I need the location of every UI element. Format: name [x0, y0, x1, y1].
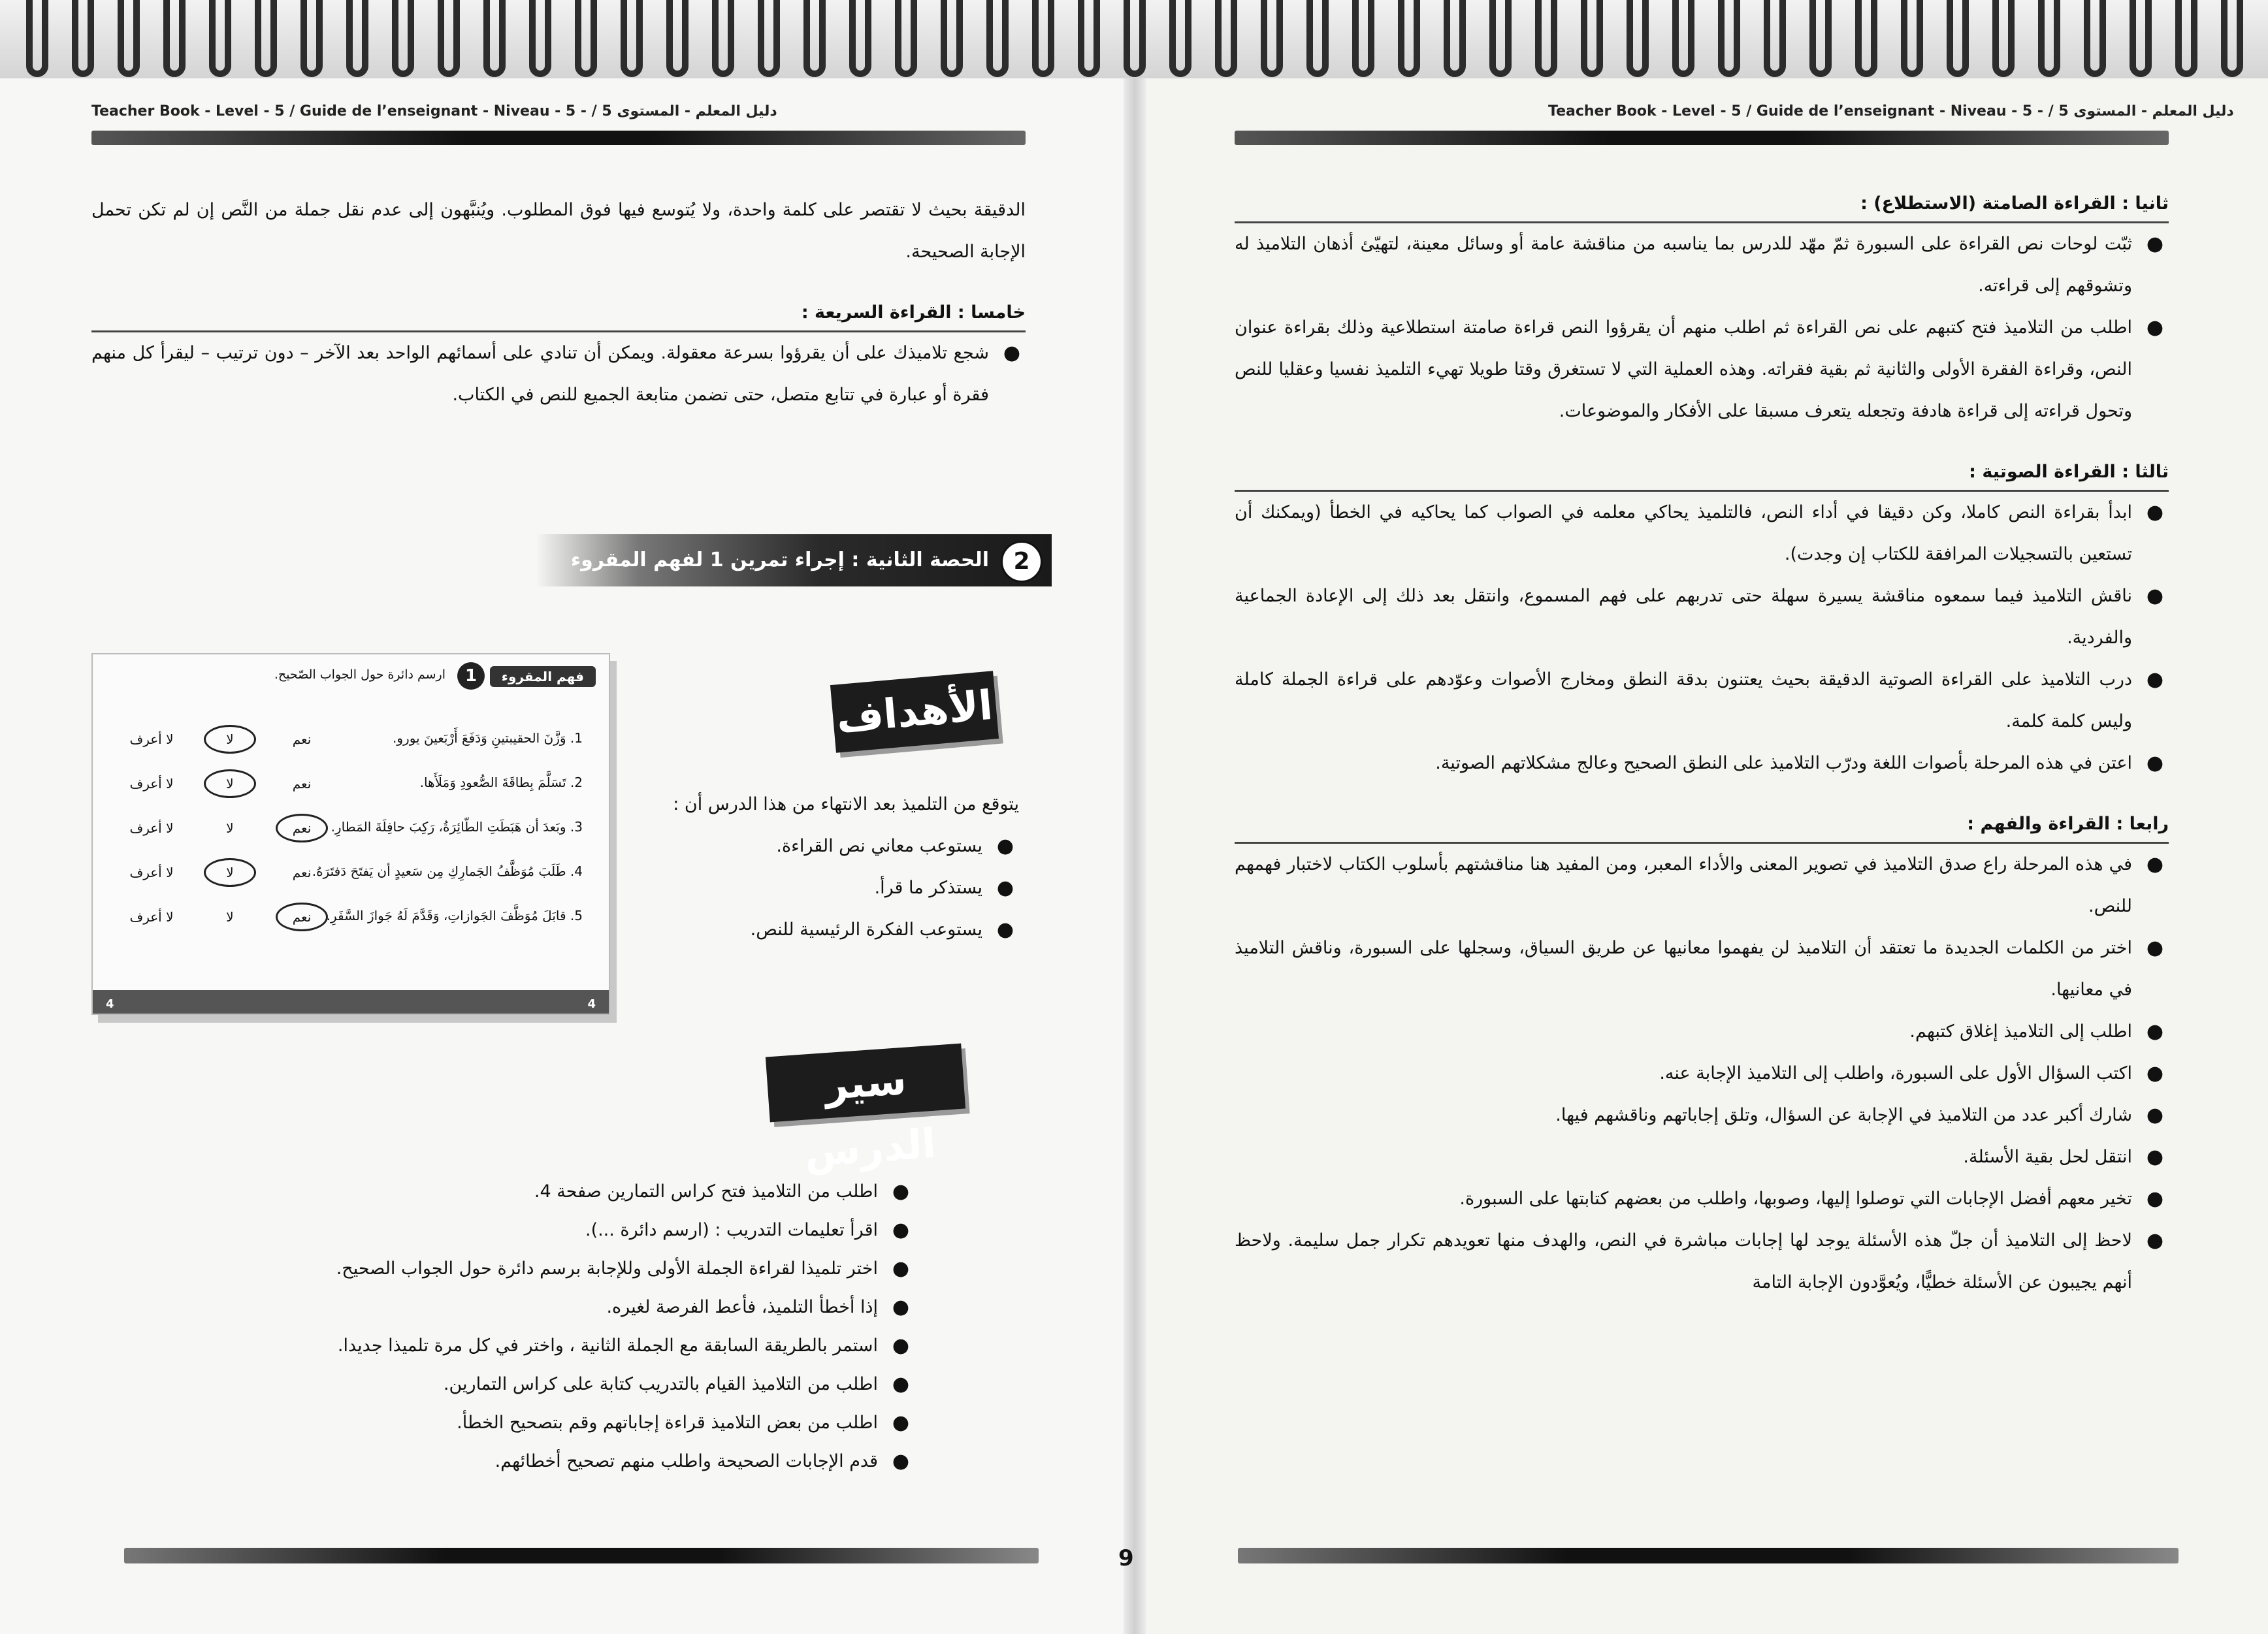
list-item: ● استمر بالطريقة السابقة مع الجملة الثانية ، واختر في كل مرة تلميذا جديدا.: [91, 1326, 915, 1365]
goals-sticker: الأهداف: [830, 671, 999, 752]
spiral-ring: [1947, 0, 1969, 77]
exercise-row: [112, 853, 583, 892]
spiral-ring: [1398, 0, 1420, 77]
answer-option-yes: نعم: [276, 903, 328, 931]
workbook-page-right: 4: [587, 997, 596, 1011]
workbook-page-thumbnail: [91, 653, 610, 1015]
exercise-sentence: 3. وبَعدَ أن هَبَطَتِ الطّائِرَةُ، رَكِبَ حافِلَةَ المَطارِ.: [331, 819, 583, 835]
workbook-page-left: 4: [106, 997, 114, 1011]
list-item: ● اطلب من التلاميذ فتح كراس التمارين صفحة 4.: [91, 1172, 915, 1211]
lesson-flow-sticker: سير الدرس: [766, 1044, 965, 1123]
spiral-ring: [2038, 0, 2060, 77]
spiral-ring: [1261, 0, 1283, 77]
list-item: ● يستوعب الفكرة الرئيسية للنص.: [621, 909, 1019, 951]
header-left: Teacher Book - Level - 5 / Guide de l’enseignant - Niveau - 5 - / دليل المعلم - المستوى 5: [91, 103, 777, 120]
spiral-ring: [1992, 0, 2015, 77]
spiral-ring: [1444, 0, 1466, 77]
list-item: ● اطلب من بعض التلاميذ قراءة إجاباتهم وقم بتصحيح الخطأ.: [91, 1403, 915, 1442]
spiral-ring: [163, 0, 186, 77]
section-heading-silent-reading: ثانيا : القراءة الصامتة (الاستطلاع) :: [1235, 186, 2169, 223]
list-item: ● ابدأ بقراءة النص كاملا، وكن دقيقا في أداء النص، فالتلميذ يحاكي معلمه في الصواب كما يحاكيه في الخطأ (ويمكنك أن تستعين بالتسجيلات المرافقة للكتاب إن وجدت).: [1235, 492, 2169, 575]
exercise-row: [112, 897, 583, 937]
list-item: ● انتقل لحل بقية الأسئلة.: [1235, 1136, 2169, 1178]
spiral-ring: [1627, 0, 1649, 77]
answer-option-no: لا: [204, 725, 256, 754]
spiral-ring: [2084, 0, 2106, 77]
spiral-ring: [2221, 0, 2243, 77]
list-item: ● تخير معهم أفضل الإجابات التي توصلوا إليها، وصوبها، واطلب من بعضهم كتابتها على السبورة.: [1235, 1178, 2169, 1220]
spiral-ring: [209, 0, 231, 77]
list-item: ● في هذه المرحلة راع صدق التلاميذ في تصوير المعنى والأداء المعبر، ومن المفيد هنا مناقشتهم بأسلوب الكتاب لاختبار فهمهم للنص.: [1235, 844, 2169, 927]
workbook-footer: [93, 990, 609, 1014]
list-item: ● لاحظ إلى التلاميذ أن جلّ هذه الأسئلة يوجد لها إجابات مباشرة في النص، والهدف منها تعويدهم تكرار جمل سليمة. ولاحظ أنهم يجيبون عن الأسئلة خطيًّا، ويُعوَّدون الإجابة التامة: [1235, 1220, 2169, 1304]
left-column-top: [91, 189, 1026, 416]
comprehension-list: [1235, 844, 2169, 1304]
answer-option-dk: لا أعرف: [129, 909, 174, 925]
list-item: ● اكتب السؤال الأول على السبورة، واطلب إلى التلاميذ الإجابة عنه.: [1235, 1053, 2169, 1095]
list-item: ● اطلب من التلاميذ القيام بالتدريب كتابة على كراس التمارين.: [91, 1365, 915, 1403]
header-rule-left: [91, 131, 1026, 145]
exercise-row: [112, 720, 583, 759]
list-item: ● اختر من الكلمات الجديدة ما تعتقد أن التلاميذ لن يفهموا معانيها عن طريق السياق، وسجلها على السبورة، وناقش التلاميذ في معانيها.: [1235, 927, 2169, 1011]
answer-option-yes: نعم: [292, 776, 312, 792]
exercise-sentence: 4. طَلَبَ مُوَظَّفُ الجَمارِكِ مِن سَعيدٍ أن يَفتَحَ دَفتَرَهُ.: [312, 863, 583, 879]
header-right: Teacher Book - Level - 5 / Guide de l’enseignant - Niveau - 5 - / دليل المعلم - المستوى 5: [1548, 103, 2234, 120]
spiral-ring: [1855, 0, 1877, 77]
continuation-paragraph: الدقيقة بحيث لا تقتصر على كلمة واحدة، ولا يُتوسع فيها فوق المطلوب. ويُنبَّهون إلى عدم نقل جملة من النَّص إن لم تكن تحمل الإجابة الصحيحة.: [91, 200, 1026, 262]
answer-option-no: لا: [226, 820, 234, 836]
list-item: ● شارك أكبر عدد من التلاميذ في الإجابة عن السؤال، وتلق إجاباتهم وناقشهم فيها.: [1235, 1095, 2169, 1136]
spiral-ring: [1306, 0, 1329, 77]
spiral-ring: [1489, 0, 1512, 77]
answer-option-yes: نعم: [292, 865, 312, 880]
spiral-ring: [1169, 0, 1191, 77]
spiral-ring: [1352, 0, 1374, 77]
silent-reading-list: [1235, 223, 2169, 432]
goals-list: [621, 825, 1019, 951]
spiral-ring: [575, 0, 597, 77]
workbook-tag: فهم المقروء: [490, 666, 596, 687]
spiral-ring: [1581, 0, 1603, 77]
exercise-sentence: 2. تَسَلَّمَ بِطاقَةَ الصُّعودِ وَمَلَأَها.: [419, 775, 583, 790]
spiral-ring: [1764, 0, 1786, 77]
spiral-ring: [1809, 0, 1832, 77]
exercise-sentence: 5. قابَلَ مُوَظَّفَ الجَوازاتِ، وَقَدَّمَ لَهُ جَوازَ السَّفَرِ.: [326, 908, 583, 923]
section-heading-speed-reading: خامسا : القراءة السريعة :: [91, 295, 1026, 332]
page-gutter: [1124, 78, 1146, 1634]
spiral-ring: [2175, 0, 2197, 77]
spiral-ring: [666, 0, 688, 77]
session-number: 2: [1001, 541, 1043, 583]
session-banner: [536, 534, 1052, 586]
spiral-ring: [941, 0, 963, 77]
session-title: الحصة الثانية : إجراء تمرين 1 لفهم المقروء: [570, 549, 989, 571]
spiral-ring: [255, 0, 277, 77]
exercise-row: [112, 764, 583, 803]
lesson-steps-column: [91, 1172, 915, 1481]
goals-column: [621, 784, 1019, 951]
spiral-ring: [438, 0, 460, 77]
speed-reading-list: [91, 332, 1026, 416]
list-item: ● اطلب من التلاميذ فتح كتبهم على نص القراءة ثم اطلب منهم أن يقرؤوا النص قراءة صامتة استطلاعية وذلك بقراءة عنوان النص، وقراءة الفقرة الأولى والثانية ثم بقية فقراته. وهذه العملية التي لا تستغرق وقتا طويلا تهيء التلميذ نفسيا وعقليا للنص وتحول قراءته إلى قراءة هادفة وتجعله يتعرف مسبقا على الأفكار والموضوعات.: [1235, 307, 2169, 432]
list-item: ● اطلب إلى التلاميذ إغلاق كتبهم.: [1235, 1011, 2169, 1053]
list-item: ● اعتن في هذه المرحلة بأصوات اللغة ودرّب التلاميذ على النطق الصحيح وعالج مشكلاتهم الصوتية.: [1235, 743, 2169, 784]
exercise-row: [112, 809, 583, 848]
spiral-ring: [803, 0, 826, 77]
spiral-ring: [300, 0, 323, 77]
spiral-ring: [986, 0, 1009, 77]
answer-option-dk: لا أعرف: [129, 776, 174, 792]
spiral-ring: [1535, 0, 1557, 77]
goals-intro: يتوقع من التلميذ بعد الانتهاء من هذا الدرس أن :: [673, 794, 1019, 814]
oral-reading-list: [1235, 492, 2169, 784]
list-item: ● اقرأ تعليمات التدريب : (ارسم دائرة ...).: [91, 1211, 915, 1249]
exercise-sentence: 1. وَزَّنَ الحقيبتينِ وَدَفَعَ أَرْبَعينَ يورو.: [393, 730, 583, 746]
list-item: ● يستذكر ما قرأ.: [621, 867, 1019, 909]
spiral-ring: [483, 0, 506, 77]
list-item: ● إذا أخطأ التلميذ، فأعط الفرصة لغيره.: [91, 1288, 915, 1326]
list-item: ● ناقش التلاميذ فيما سمعوه مناقشة يسيرة سهلة حتى تدربهم على فهم المسموع، وانتقل بعد ذلك إلى الإعادة الجماعية والفردية.: [1235, 575, 2169, 659]
section-heading-comprehension: رابعا : القراءة والفهم :: [1235, 807, 2169, 844]
list-item: ● قدم الإجابات الصحيحة واطلب منهم تصحيح أخطائهم.: [91, 1442, 915, 1481]
spiral-ring: [529, 0, 551, 77]
exercise-number: 1: [457, 662, 485, 690]
footer-rule-left: [124, 1548, 1039, 1563]
right-column: [1235, 186, 2169, 1304]
answer-option-dk: لا أعرف: [129, 820, 174, 836]
spiral-ring: [758, 0, 780, 77]
spiral-ring: [1672, 0, 1694, 77]
list-item: ● اختر تلميذا لقراءة الجملة الأولى وللإجابة برسم دائرة حول الجواب الصحيح.: [91, 1249, 915, 1288]
spiral-ring: [1215, 0, 1237, 77]
spiral-ring: [1124, 0, 1146, 77]
answer-option-dk: لا أعرف: [129, 865, 174, 880]
spiral-ring: [72, 0, 94, 77]
list-item: ● يستوعب معاني نص القراءة.: [621, 825, 1019, 867]
spiral-ring: [895, 0, 917, 77]
spiral-ring: [1078, 0, 1100, 77]
spiral-ring: [2130, 0, 2152, 77]
spiral-ring: [1901, 0, 1923, 77]
spiral-ring: [118, 0, 140, 77]
spiral-ring: [621, 0, 643, 77]
spiral-ring: [26, 0, 48, 77]
answer-option-no: لا: [226, 909, 234, 925]
list-item: ● شجع تلاميذك على أن يقرؤوا بسرعة معقولة. ويمكن أن تنادي على أسمائهم الواحد بعد الآخر – دون ترتيب – ليقرأ كل منهم فقرة أو عبارة في تتابع متصل، حتى تضمن متابعة الجميع للنص في الكتاب.: [91, 332, 1026, 416]
spiral-ring: [712, 0, 734, 77]
answer-option-dk: لا أعرف: [129, 731, 174, 747]
header-rule-right: [1235, 131, 2169, 145]
footer-rule-right: [1238, 1548, 2179, 1563]
list-item: ● درب التلاميذ على القراءة الصوتية الدقيقة بحيث يعتنون بدقة النطق ومخارج الأصوات وعوّدهم على قراءة الجملة كاملة وليس كلمة كلمة.: [1235, 659, 2169, 743]
answer-option-yes: نعم: [292, 731, 312, 747]
page-number: 9: [1118, 1545, 1134, 1571]
answer-option-no: لا: [204, 769, 256, 798]
spiral-ring: [1032, 0, 1054, 77]
list-item: ● ثبّت لوحات نص القراءة على السبورة ثمّ مهّد للدرس بما يناسبه من مناقشة عامة أو وسائل معينة، لتهيّئ أذهان التلاميذ له وتشوقهم إلى قراءته.: [1235, 223, 2169, 307]
spiral-ring: [346, 0, 368, 77]
spiral-ring: [849, 0, 871, 77]
exercise-instruction: ارسم دائرة حول الجواب الصّحيح.: [274, 667, 446, 682]
answer-option-yes: نعم: [276, 814, 328, 842]
answer-option-no: لا: [204, 858, 256, 887]
lesson-steps-list: [91, 1172, 915, 1481]
spiral-ring: [392, 0, 414, 77]
spiral-ring: [1718, 0, 1740, 77]
section-heading-oral-reading: ثالثا : القراءة الصوتية :: [1235, 455, 2169, 492]
